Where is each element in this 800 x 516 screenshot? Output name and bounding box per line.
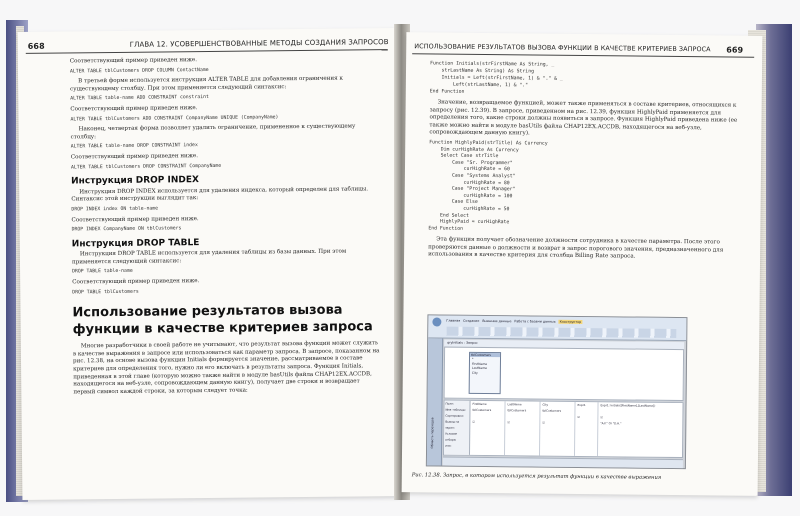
grid-row-label: Поле:: [445, 401, 454, 406]
right-body: [428, 58, 746, 262]
paragraph: Инструкция DROP TABLE используется для удаления таблицы из базы данных. При этом применяется следующий синтаксис:: [71, 248, 347, 266]
field-list-item[interactable]: FirstName: [471, 361, 488, 366]
ribbon-tab[interactable]: Работа с базами данных: [514, 319, 556, 324]
code-line: ALTER TABLE tblCustomers DROP COLUMN ContactName: [69, 67, 209, 75]
figure-caption: Рис. 12.38. Запрос, в котором используется результат функции в качестве выражения: [411, 472, 662, 481]
ribbon-tab[interactable]: Создание: [463, 318, 480, 323]
heading-drop-table: Инструкция DROP TABLE: [71, 237, 200, 250]
code-line: ALTER TABLE tblCustomers ADD CONSTRAINT CompanyName UNIQUE (CompanyName): [70, 114, 279, 123]
grid-row-label: Сортировка:: [445, 413, 464, 418]
grid-row-label: Вывод на экран:: [445, 419, 460, 430]
grid-column[interactable]: [471, 401, 506, 455]
field-list-table[interactable]: [469, 352, 501, 394]
grid-row-labels: [444, 401, 471, 455]
field-list-item[interactable]: LastName: [471, 366, 488, 371]
paragraph: Инструкция DROP INDEX используется для удаления индекса, который определен для таблицы. Синтаксис этой инструкции выглядит так:: [71, 186, 369, 203]
ribbon-tabs: [446, 319, 582, 324]
show-checkbox[interactable]: ☑: [600, 415, 603, 420]
grid-column[interactable]: [506, 401, 541, 455]
grid-field[interactable]: Expr1: [577, 402, 586, 408]
paragraph: Соответствующий пример приведен ниже.: [71, 215, 199, 223]
paragraph: Соответствующий пример приведен ниже.: [70, 153, 199, 161]
ribbon-tab[interactable]: Конструктор: [559, 319, 582, 324]
grid-column[interactable]: [576, 402, 599, 456]
grid-table[interactable]: tblCustomers: [472, 407, 492, 413]
grid-field[interactable]: City: [542, 402, 549, 407]
ribbon-tab[interactable]: Главная: [446, 318, 461, 323]
ribbon-tab[interactable]: Внешние данные: [482, 318, 512, 324]
paragraph: Соответствующий пример приведен ниже.: [69, 57, 198, 65]
paragraph: Значение, возвращаемое функцией, может также применяться в составе критериев, относящихся к запросу (рис. 12.39). В запросе, приведенном на рис. 12.39, функция HighlyPaid применяется для определения того, какие строки должны появиться в запросе. Функция HighlyPaid приведена ниже (ее также можно найти в модуле basUtils файла CHAP12EX.ACCDB, находящегося на веб-узле, сопровождающем данную книгу).: [429, 99, 738, 137]
grid-row-label: или:: [445, 443, 452, 448]
paragraph: Соответствующий пример приведен ниже.: [72, 278, 200, 286]
grid-column[interactable]: [541, 402, 576, 456]
query-tab[interactable]: qryInitials : Запрос: [444, 340, 684, 350]
field-list-item[interactable]: City: [471, 370, 478, 375]
field-list-item[interactable]: *: [471, 357, 474, 362]
paragraph: Соответствующий пример приведен ниже.: [70, 105, 198, 113]
query-design-grid: [443, 400, 684, 459]
left-body-top: [70, 55, 384, 397]
code-line: DROP TABLE table-name: [72, 269, 133, 275]
left-running-head: ГЛАВА 12. УСОВЕРШЕНСТВОВАННЫЕ МЕТОДЫ СОЗДАНИЯ ЗАПРОСОВ: [129, 38, 389, 49]
show-checkbox[interactable]: ☑: [577, 414, 580, 419]
criteria-value[interactable]: "A.F." Or "D.H.": [600, 421, 622, 426]
right-page: [402, 32, 763, 496]
heading-drop-index: Инструкция DROP INDEX: [71, 175, 200, 187]
grid-row-label: Имя таблицы:: [445, 407, 467, 412]
code-block-initials: Function Initials(strFirstName As String, _ strLastName As String) As String Initials = Left(strFirstName, 1) & "." & _ Left(strLastName, 1) & "." End Function: [429, 61, 563, 95]
grid-field[interactable]: FirstName: [472, 401, 487, 407]
paragraph: Эта функция получает обозначение должности сотрудника в качестве параметра. После этого проверяются данные о должности и возврат в запрос порогового значения, предназначенного для использования в качестве критерия для столбца Billing Rate запроса.: [428, 236, 724, 261]
grid-row-label: Условие отбора:: [445, 431, 458, 442]
field-list-title: tblCustomers: [470, 353, 500, 358]
code-line: DROP INDEX index ON table-name: [71, 206, 159, 213]
show-checkbox[interactable]: ☑: [507, 420, 510, 425]
section-heading: Использование результатов вызова функции в качестве критериев запроса: [72, 302, 373, 338]
left-page-number: 668: [27, 41, 45, 51]
grid-field[interactable]: LastName: [507, 402, 522, 407]
right-header-rule: [412, 53, 754, 58]
code-line: ALTER TABLE tblCustomers DROP CONSTRAINT CompanyName: [70, 163, 222, 170]
code-line: ALTER TABLE table-name DROP CONSTRAINT index: [70, 143, 198, 150]
grid-column[interactable]: [599, 402, 683, 457]
show-checkbox[interactable]: ☑: [472, 419, 475, 424]
paragraph: Наконец, четвертая форма позволяет удалить ограничение, примененное к существующему столбцу:: [70, 123, 356, 141]
navigation-pane[interactable]: [427, 338, 443, 465]
code-line: DROP TABLE tblCustomers: [72, 289, 139, 296]
left-header-rule: [26, 49, 388, 54]
ribbon-commands[interactable]: [446, 327, 676, 338]
code-line: DROP INDEX CompanyName ON tblCustomers: [71, 226, 182, 233]
nav-pane-label: Область переходов: [430, 417, 435, 449]
status-bar: [443, 457, 683, 469]
grid-table[interactable]: tblCustomers: [542, 408, 562, 413]
paragraph: Многие разработчики в своей работе не учитывают, что результат вызова функции может служить в качестве выражения в запросе или использоваться как параметр запроса. В запросе, показанном на рис. 12.38, на основе вызова функции Initials формируется значение, рассматриваемое в составе критериев для определения того, нужно ли его включать в результаты запроса. Функция Initials, приведенная в этой главе (которую можно также найти в модуле basUtils файла CHAP12EX.ACCDB, находящегося на веб-узле, сопровождающем данную книгу), получает две строки и возвращает первый символ каждой строки, за которым следует точка:: [72, 340, 380, 396]
office-button-icon[interactable]: [432, 317, 441, 326]
query-table-area: [444, 347, 685, 402]
ribbon: [428, 315, 686, 341]
code-block-highlypaid: Function HighlyPaid(strTitle) As Currency Dim curHighRate As Currency Select Case strTitle Case "Sr. Programmer" curHighRate = 60 Case "Systems Analyst" curHighRate = 80 Case "Project Manager" curHighRate = 100 Case Else curHighRate = 50 End Select HighlyPaid = curHighRate End Function: [428, 140, 548, 232]
show-checkbox[interactable]: ☑: [542, 420, 545, 425]
right-running-head: ИСПОЛЬЗОВАНИЕ РЕЗУЛЬТАТОВ ВЫЗОВА ФУНКЦИИ В КАЧЕСТВЕ КРИТЕРИЕВ ЗАПРОСА: [414, 42, 711, 54]
grid-field[interactable]: Expr1: Initials([FirstName],[LastName]): [600, 403, 656, 408]
code-line: ALTER TABLE table-name ADD CONSTRAINT constraint: [70, 95, 209, 102]
left-page: [18, 28, 401, 500]
figure-access-screenshot: [426, 314, 688, 469]
paragraph: В третьей форме используется инструкция ALTER TABLE для добавления ограничения к существующему столбцу. При этом применяется следующий синтаксис:: [70, 75, 343, 93]
right-page-number: 669: [726, 45, 744, 55]
grid-table[interactable]: tblCustomers: [507, 408, 527, 413]
